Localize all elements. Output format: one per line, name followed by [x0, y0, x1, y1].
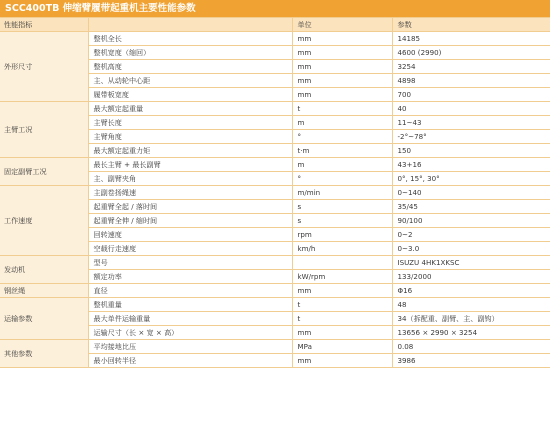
item-cell: 最大额定起重力矩 — [88, 144, 292, 158]
category-cell: 外形尺寸 — [0, 32, 88, 102]
unit-cell: ° — [292, 130, 392, 144]
item-cell: 整机高度 — [88, 60, 292, 74]
value-cell: 0~2 — [392, 228, 550, 242]
header-indicator: 性能指标 — [0, 18, 88, 32]
unit-cell: km/h — [292, 242, 392, 256]
category-cell: 运输参数 — [0, 298, 88, 340]
unit-cell: mm — [292, 88, 392, 102]
item-cell: 额定功率 — [88, 270, 292, 284]
unit-cell: mm — [292, 32, 392, 46]
item-cell: 最长主臂 + 最长副臂 — [88, 158, 292, 172]
table-row — [0, 32, 550, 46]
header-item — [88, 18, 292, 32]
unit-cell: mm — [292, 284, 392, 298]
item-cell: 起重臂全伸 / 缩时间 — [88, 214, 292, 228]
value-cell: 40 — [392, 102, 550, 116]
table-row — [0, 158, 550, 172]
spec-table — [0, 17, 550, 368]
header-param: 参数 — [392, 18, 550, 32]
unit-cell: ° — [292, 172, 392, 186]
unit-cell: MPa — [292, 340, 392, 354]
table-row — [0, 340, 550, 354]
value-cell: 48 — [392, 298, 550, 312]
value-cell: 43+16 — [392, 158, 550, 172]
item-cell: 运输尺寸（长 × 宽 × 高） — [88, 326, 292, 340]
unit-cell: t — [292, 102, 392, 116]
unit-cell: rpm — [292, 228, 392, 242]
value-cell: 13656 × 2990 × 3254 — [392, 326, 550, 340]
unit-cell: t — [292, 312, 392, 326]
category-cell: 发动机 — [0, 256, 88, 284]
item-cell: 主臂角度 — [88, 130, 292, 144]
value-cell: 14185 — [392, 32, 550, 46]
header-row — [0, 18, 550, 32]
item-cell: 回转速度 — [88, 228, 292, 242]
item-cell: 整机重量 — [88, 298, 292, 312]
category-cell: 其他参数 — [0, 340, 88, 368]
unit-cell — [292, 256, 392, 270]
item-cell: 平均接地比压 — [88, 340, 292, 354]
value-cell: -2°~78° — [392, 130, 550, 144]
header-unit: 单位 — [292, 18, 392, 32]
value-cell: 90/100 — [392, 214, 550, 228]
item-cell: 主臂长度 — [88, 116, 292, 130]
item-cell: 整机全长 — [88, 32, 292, 46]
unit-cell: m — [292, 158, 392, 172]
value-cell: 11~43 — [392, 116, 550, 130]
value-cell: 4898 — [392, 74, 550, 88]
item-cell: 最大额定起重量 — [88, 102, 292, 116]
category-cell: 主臂工况 — [0, 102, 88, 158]
item-cell: 最小回转半径 — [88, 354, 292, 368]
value-cell: 0°, 15°, 30° — [392, 172, 550, 186]
item-cell: 型号 — [88, 256, 292, 270]
item-cell: 主副卷扬绳速 — [88, 186, 292, 200]
unit-cell: t·m — [292, 144, 392, 158]
value-cell: 3986 — [392, 354, 550, 368]
table-row — [0, 186, 550, 200]
unit-cell: t — [292, 298, 392, 312]
unit-cell: kW/rpm — [292, 270, 392, 284]
value-cell: 3254 — [392, 60, 550, 74]
unit-cell: m/min — [292, 186, 392, 200]
value-cell: 0~140 — [392, 186, 550, 200]
value-cell: 0~3.0 — [392, 242, 550, 256]
value-cell: 4600 (2990) — [392, 46, 550, 60]
item-cell: 履带板宽度 — [88, 88, 292, 102]
unit-cell: mm — [292, 354, 392, 368]
item-cell: 主、从动轮中心距 — [88, 74, 292, 88]
table-row — [0, 102, 550, 116]
category-cell: 固定副臂工况 — [0, 158, 88, 186]
unit-cell: mm — [292, 74, 392, 88]
value-cell: 34（拆配重、副臂、主、副钩） — [392, 312, 550, 326]
unit-cell: s — [292, 214, 392, 228]
value-cell: 0.08 — [392, 340, 550, 354]
value-cell: 700 — [392, 88, 550, 102]
unit-cell: mm — [292, 46, 392, 60]
item-cell: 起重臂全起 / 落时间 — [88, 200, 292, 214]
table-row — [0, 284, 550, 298]
category-cell: 钢丝绳 — [0, 284, 88, 298]
item-cell: 空载行走速度 — [88, 242, 292, 256]
table-row — [0, 256, 550, 270]
item-cell: 整机宽度（缩回） — [88, 46, 292, 60]
unit-cell: mm — [292, 60, 392, 74]
value-cell: 35/45 — [392, 200, 550, 214]
unit-cell: s — [292, 200, 392, 214]
value-cell: 150 — [392, 144, 550, 158]
value-cell: ISUZU 4HK1XKSC — [392, 256, 550, 270]
spec-title: SCC400TB 伸缩臂履带起重机主要性能参数 — [0, 0, 550, 17]
category-cell: 工作速度 — [0, 186, 88, 256]
table-row — [0, 298, 550, 312]
value-cell: Φ16 — [392, 284, 550, 298]
item-cell: 直径 — [88, 284, 292, 298]
value-cell: 133/2000 — [392, 270, 550, 284]
unit-cell: mm — [292, 326, 392, 340]
item-cell: 主、副臂夹角 — [88, 172, 292, 186]
item-cell: 最大单件运输重量 — [88, 312, 292, 326]
unit-cell: m — [292, 116, 392, 130]
